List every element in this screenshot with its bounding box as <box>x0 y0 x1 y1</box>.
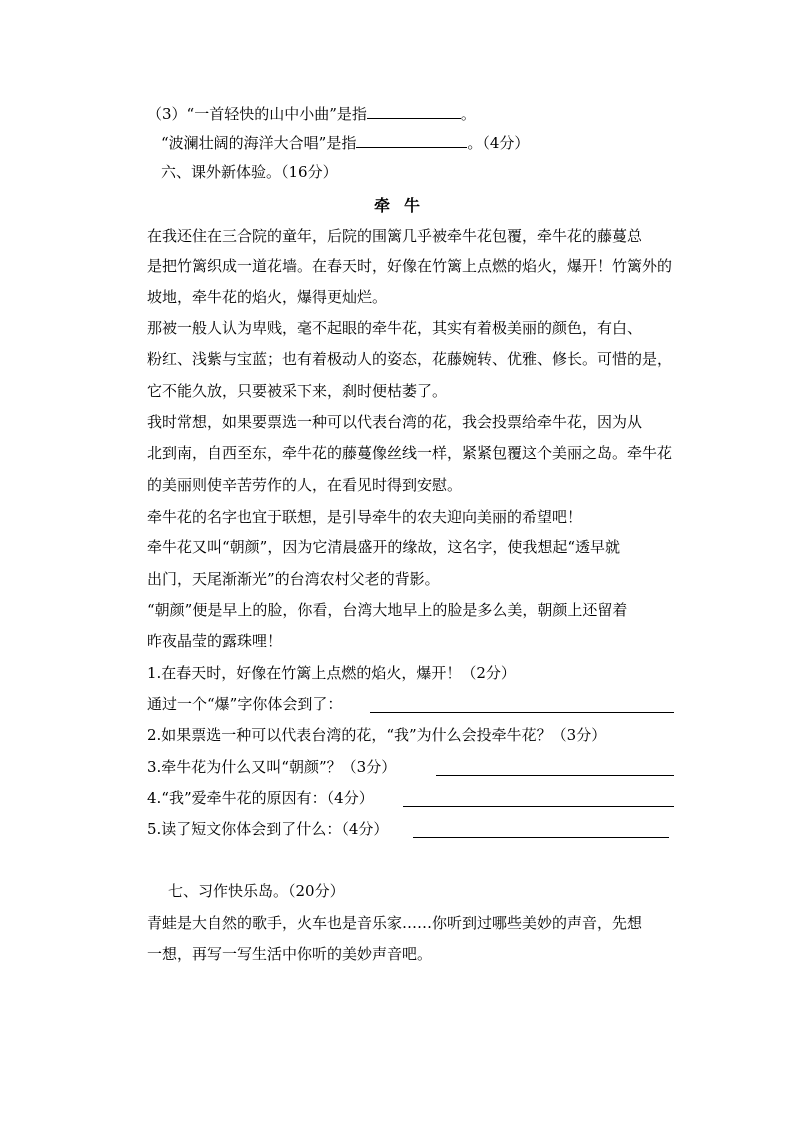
passage-line: 那被一般人认为卑贱，毫不起眼的牵牛花，其实有着极美丽的颜色，有白、 <box>147 319 643 337</box>
question-1: 1.在春天时，好像在竹篱上点燃的焰火，爆开！（2分） <box>147 664 516 682</box>
question-4: 4.“我”爱牵牛花的原因有：（4分） <box>147 789 374 807</box>
q3-line <box>147 104 476 124</box>
passage-line: 的美丽则使辛苦劳作的人，在看见时得到安慰。 <box>147 476 463 494</box>
passage-line: 出门，天尾渐渐光”的台湾农村父老的背影。 <box>147 570 440 588</box>
passage-line: 北到南，自西至东，牵牛花的藤蔓像丝线一样，紧紧包覆这个美丽之岛。牵牛花 <box>147 444 673 462</box>
q3-suffix: 。 <box>460 105 476 123</box>
question-1-prompt: 通过一个“爆”字你体会到了： <box>147 695 343 713</box>
question-4-answer-line[interactable] <box>403 806 674 807</box>
q3b-answer-blank[interactable] <box>356 133 467 148</box>
passage-line: 在我还住在三合院的童年，后院的围篱几乎被牵牛花包覆，牵牛花的藤蔓总 <box>147 227 643 245</box>
passage-line: 它不能久放，只要被采下来，刹时便枯萎了。 <box>147 382 448 400</box>
q3-prefix: （3）“一首轻快的山中小曲”是指 <box>147 105 367 123</box>
q3b-line <box>161 133 529 153</box>
passage-line: “朝颜”便是早上的脸，你看，台湾大地早上的脸是多么美，朝颜上还留着 <box>147 601 628 619</box>
question-1-answer-line[interactable] <box>370 712 674 713</box>
passage-line: 昨夜晶莹的露珠哩！ <box>147 632 283 650</box>
writing-prompt-line: 一想，再写一写生活中你听的美妙声音吧。 <box>147 945 433 963</box>
question-5-answer-line[interactable] <box>413 837 669 838</box>
passage-line: 我时常想，如果要票选一种可以代表台湾的花，我会投票给牵牛花，因为从 <box>147 413 643 431</box>
section6-heading: 六、课外新体验。（16分） <box>161 163 338 181</box>
passage-line: 粉红、浅紫与宝蓝；也有着极动人的姿态，花藤婉转、优雅、修长。可惜的是， <box>147 350 673 368</box>
question-2: 2.如果票选一种可以代表台湾的花，“我”为什么会投牵牛花？（3分） <box>147 726 607 744</box>
q3b-prefix: “波澜壮阔的海洋大合唱”是指 <box>161 134 357 152</box>
passage-line: 牵牛花又叫“朝颜”，因为它清晨盛开的缘故，这名字，使我想起“透早就 <box>147 538 621 556</box>
question-5: 5.读了短文你体会到了什么：（4分） <box>147 820 389 838</box>
passage-line: 是把竹篱织成一道花墙。在春天时，好像在竹篱上点燃的焰火，爆开！竹篱外的 <box>147 257 673 275</box>
passage-title: 牵牛 <box>374 196 435 215</box>
passage-line: 坡地，牵牛花的焰火，爆得更灿烂。 <box>147 288 388 306</box>
section7-heading: 七、习作快乐岛。（20分） <box>168 882 345 900</box>
question-3: 3.牵牛花为什么又叫“朝颜”？（3分） <box>147 758 397 776</box>
q3b-suffix: 。（4分） <box>467 134 530 152</box>
q3-answer-blank[interactable] <box>367 104 461 119</box>
question-3-answer-line[interactable] <box>436 775 674 776</box>
passage-line: 牵牛花的名字也宜于联想，是引导牵牛的农夫迎向美丽的希望吧！ <box>147 508 583 526</box>
writing-prompt-line: 青蛙是大自然的歌手，火车也是音乐家……你听到过哪些美妙的声音，先想 <box>147 914 643 932</box>
